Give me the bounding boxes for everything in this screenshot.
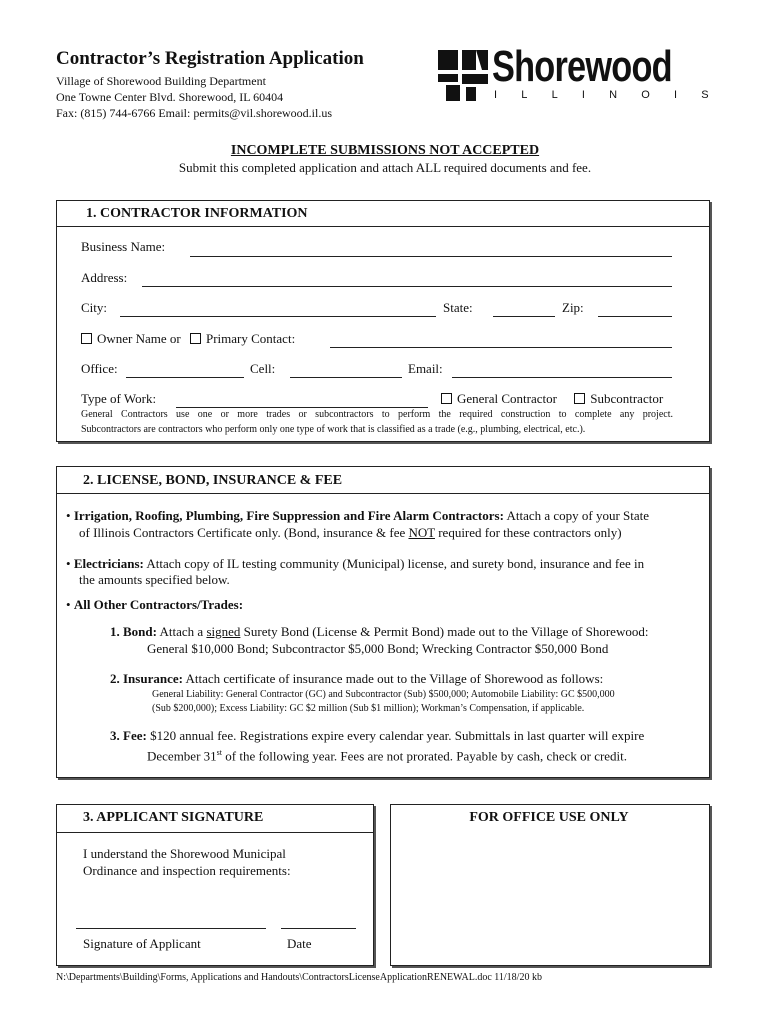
office-phone-field[interactable]: [126, 377, 244, 378]
section2-heading: 2. LICENSE, BOND, INSURANCE & FEE: [83, 473, 343, 488]
ordinance-text-2: Ordinance and inspection requirements:: [83, 863, 291, 878]
state-label: State:: [443, 300, 473, 315]
owner-name-checkbox[interactable]: [81, 333, 92, 344]
cell-phone-label: Cell:: [250, 361, 276, 376]
subcontractor-note: Subcontractors are contractors who perform only one type of work that is classified as a trade (e.g., plumbing, electrical, etc.).: [81, 424, 586, 435]
section1-divider: [56, 226, 710, 227]
address-label: Address:: [81, 270, 128, 285]
city-label: City:: [81, 300, 108, 315]
section2-divider: [56, 493, 710, 494]
dept-address: One Towne Center Blvd. Shorewood, IL 60404: [56, 90, 284, 104]
zip-label: Zip:: [562, 300, 584, 315]
email-label: Email:: [408, 361, 443, 376]
file-path-footer: N:\Departments\Building\Forms, Applications and Handouts\ContractorsLicenseApplicationRENEWAL.doc 11/18/20 kb: [56, 972, 542, 983]
contact-name-field[interactable]: [330, 347, 672, 348]
general-contractor-label: General Contractor: [457, 391, 557, 406]
dept-contact: Fax: (815) 744-6766 Email: permits@vil.shorewood.il.us: [56, 106, 333, 120]
email-field[interactable]: [452, 377, 672, 378]
insurance-note-1: General Liability: General Contractor (GC) and Subcontractor (Sub) $500,000; Automobile Liability: GC $500,000: [152, 689, 615, 700]
section1-heading: 1. CONTRACTOR INFORMATION: [86, 206, 308, 221]
bullet-electricians-line2: the amounts specified below.: [79, 572, 230, 587]
general-contractor-checkbox[interactable]: [441, 393, 452, 404]
primary-contact-checkbox[interactable]: [190, 333, 201, 344]
fee-line2: December 31st of the following year. Fees are not prorated. Payable by cash, check or credit.: [147, 748, 628, 764]
subcontractor-checkbox[interactable]: [574, 393, 585, 404]
office-use-box: [390, 804, 710, 966]
logo-state: ILLINOIS: [494, 89, 733, 101]
ordinance-text-1: I understand the Shorewood Municipal: [83, 846, 286, 861]
city-field[interactable]: [120, 316, 436, 317]
subcontractor-label: Subcontractor: [590, 391, 664, 406]
primary-contact-label: Primary Contact:: [206, 331, 296, 346]
signature-field[interactable]: [76, 928, 266, 929]
date-label: Date: [287, 936, 312, 951]
office-use-heading: FOR OFFICE USE ONLY: [469, 810, 629, 825]
notice-subtext: Submit this completed application and attach ALL required documents and fee.: [178, 160, 592, 175]
date-field[interactable]: [281, 928, 356, 929]
state-field[interactable]: [493, 316, 555, 317]
bond-item: 1. Bond: Attach a signed Surety Bond (License & Permit Bond) made out to the Village of Shorewood:: [110, 624, 649, 639]
dept-name: Village of Shorewood Building Department: [56, 74, 266, 88]
page-title: Contractor’s Registration Application: [56, 48, 364, 69]
cell-phone-field[interactable]: [290, 377, 402, 378]
section3-heading: 3. APPLICANT SIGNATURE: [83, 810, 264, 825]
section3-divider: [56, 832, 374, 833]
business-name-field[interactable]: [190, 256, 672, 257]
office-phone-label: Office:: [81, 361, 118, 376]
business-name-label: Business Name:: [81, 239, 166, 254]
bond-amounts: General $10,000 Bond; Subcontractor $5,000 Bond; Wrecking Contractor $50,000 Bond: [147, 641, 609, 656]
address-field[interactable]: [142, 286, 672, 287]
shorewood-logo-icon: [436, 47, 492, 105]
notice-heading: INCOMPLETE SUBMISSIONS NOT ACCEPTED: [230, 143, 540, 158]
owner-name-label: Owner Name or: [97, 331, 181, 346]
fee-item: 3. Fee: $120 annual fee. Registrations expire every calendar year. Submittals in last quarter will expire: [110, 728, 645, 743]
type-of-work-label: Type of Work:: [81, 391, 157, 406]
insurance-item: 2. Insurance: Attach certificate of insurance made out to the Village of Shorewood as follows:: [110, 671, 604, 686]
bullet-irrigation: • Irrigation, Roofing, Plumbing, Fire Suppression and Fire Alarm Contractors: Attach a copy of your State: [66, 508, 650, 523]
insurance-note-2: (Sub $200,000); Excess Liability: GC $2 million (Sub $1 million); Workman’s Compensation, if applicable.: [152, 703, 585, 714]
bullet-other-trades: • All Other Contractors/Trades:: [66, 597, 244, 612]
bullet-irrigation-line2: of Illinois Contractors Certificate only. (Bond, insurance & fee NOT required for these contractors only): [79, 525, 622, 540]
logo-wordmark: Shorewood: [492, 42, 672, 91]
bullet-electricians: • Electricians: Attach copy of IL testing community (Municipal) license, and surety bond, insurance and fee in: [66, 556, 645, 571]
general-contractor-note: General Contractors use one or more trades or subcontractors to perform the required construction to complete any project.: [81, 409, 673, 420]
signature-label: Signature of Applicant: [83, 936, 201, 951]
zip-field[interactable]: [598, 316, 672, 317]
